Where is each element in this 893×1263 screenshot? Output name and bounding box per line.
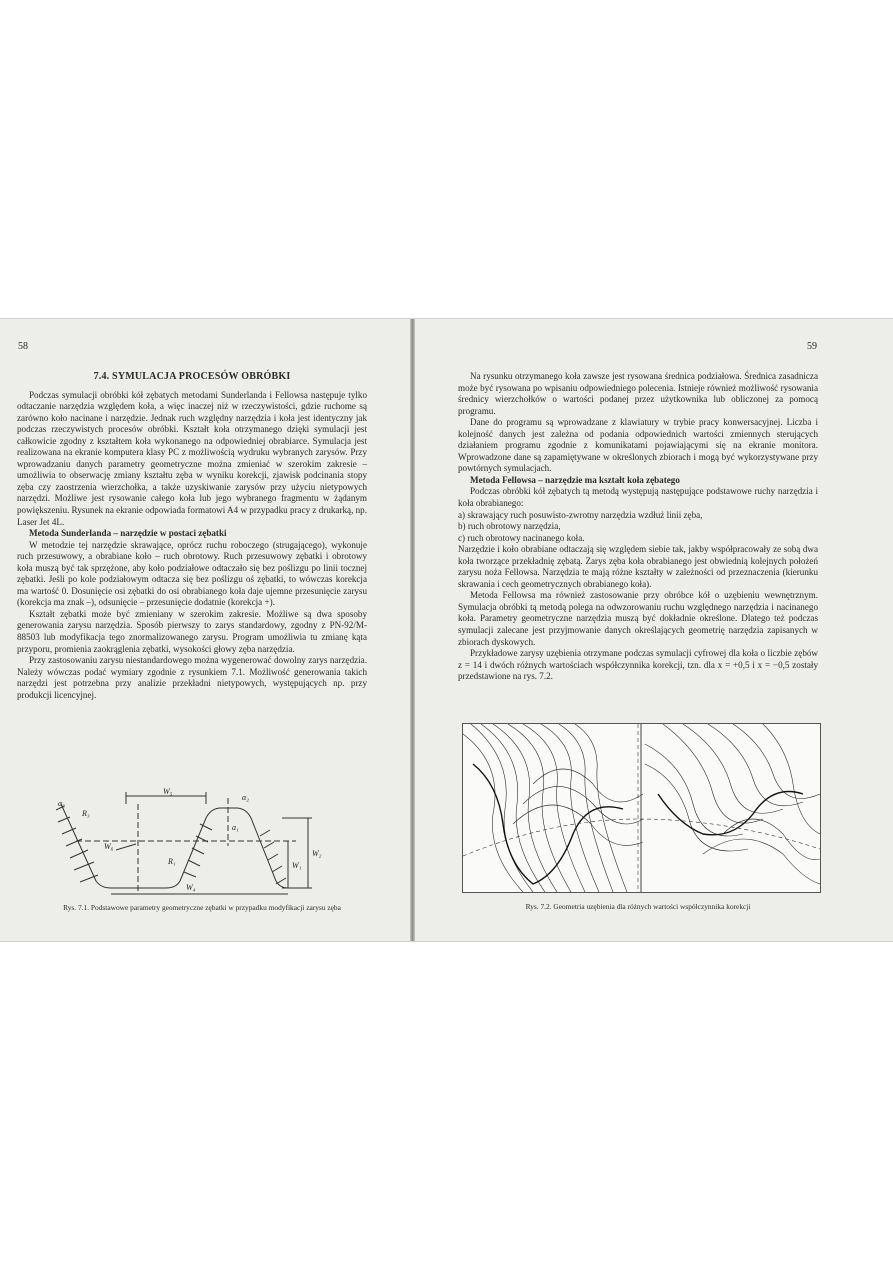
figure-label: α₂ — [242, 793, 249, 802]
figure-label: a₁ — [232, 823, 239, 832]
figure-caption: Rys. 7.1. Podstawowe parametry geometryczne zębatki w przypadku modyfikacji zarysu zęba — [63, 903, 341, 912]
paragraph: Przykładowe zarysy uzębienia otrzymane podczas symulacji cyfrowej dla koła o liczbie zębów z = 14 i dwóch różnych wartościach współczynnika korekcji, tzn. dla x = +0,5 i x = −0,5 zostały przedstawione na rys. 7.2. — [458, 648, 818, 682]
list-item: a) skrawający ruch posuwisto-zwrotny narzędzia wzdłuż linii zęba, — [458, 509, 703, 520]
figure-label: W₂ — [312, 849, 322, 858]
text-column — [458, 371, 818, 683]
subheading: Metoda Sunderlanda – narzędzie w postaci zębatki — [29, 528, 227, 539]
section-title: 7.4. SYMULACJA PROCESÓW OBRÓBKI — [93, 371, 291, 382]
book-spread — [0, 318, 893, 942]
paragraph: Podczas obróbki kół zębatych tą metodą występują następujące podstawowe ruchy narzędzia i koła obrabianego: — [458, 486, 818, 509]
page-number: 58 — [18, 341, 28, 352]
page-number: 59 — [807, 341, 817, 352]
figure-label: α₃ — [58, 799, 65, 808]
paragraph: Narzędzie i koło obrabiane odtaczają się względem siebie tak, jakby współpracowały ze sobą dwa koła tworzące przekładnię zębatą. Zarys zęba koła obrabianego jest obwiednią kolejnych położeń zarysu noża Fellowsa. Narzędzia te mają różne kształty w zależności od przeznaczenia (kierunku skrawania i cech geometrycznych obrabianego koła). — [458, 544, 818, 589]
paragraph: Na rysunku otrzymanego koła zawsze jest rysowana średnica podziałowa. Średnica zasadnicza może być rysowana po wpisaniu odpowiedniego polecenia. Istnieje również możliwość rysowania średnicy wierzchołków o wartości podanej przez użytkownika lub obliczonej za pomocą programu. — [458, 371, 818, 416]
figure-label: W₄ — [186, 883, 196, 892]
rack-tooth-figure — [56, 786, 356, 898]
paragraph: Przy zastosowaniu zarysu niestandardowego można wygenerować dowolny zarys narzędzia. Należy wówczas podać wymiary zgodnie z rysunkiem 7.1. Możliwość generowania takich narzędzi jest potrzebna przy analizie przekładni nietypowych, występujących np. przy produkcji licencyjnej. — [17, 655, 367, 700]
figure-label: W₆ — [104, 842, 114, 851]
figure-caption: Rys. 7.2. Geometria uzębienia dla różnych wartości współczynnika korekcji — [525, 902, 751, 911]
list-item: c) ruch obrotowy nacinanego koła. — [458, 532, 585, 543]
right-page — [415, 319, 893, 941]
left-page — [0, 319, 410, 941]
figure-label: R₁ — [168, 857, 176, 866]
paragraph: Kształt zębatki może być zmieniany w szerokim zakresie. Możliwe są dwa sposoby generowania zarysu narzędzia. Sposób pierwszy to zarys standardowy, zgodny z PN-92/M-88503 lub modyfikacja tego znormalizowanego zarysu. Program umożliwia tu zmianę kąta przyporu, promienia zaokrąglenia zębatki, wysokości głowy zęba narzędzia. — [17, 608, 367, 654]
figure-label: W₅ — [163, 787, 173, 796]
paragraph: Dane do programu są wprowadzane z klawiatury w trybie pracy konwersacyjnej. Liczba i kolejność danych jest zależna od podania odpowiednich wartości zmiennych sterujących działaniem programu zgodnie z komunikatami pojawiającymi się na ekranie monitora. Wprowadzone dane są zapamiętywane w określonych zbiorach i mogą być wykorzystywane przy powtórnych symulacjach. — [458, 417, 818, 474]
list-item: b) ruch obrotowy narzędzia, — [458, 521, 561, 532]
gear-simulation-figure — [462, 723, 821, 893]
paragraph: W metodzie tej narzędzie skrawające, oprócz ruchu roboczego (strugającego), wykonuje ruch przesuwowy, a obrabiane koło – ruch obrotowy. Ruch przesuwowy zębatki i obrotowy koła muszą być tak sprzężone, aby koło podziałowe odtaczało się bez poślizgu po linii tocznej zębatki. Jeśli po kole podziałowym odtacza się bez poślizgu oś zębatki, to wówczas korekcja ma wartość 0. Dosunięcie osi zębatki do osi obrabianego koła daje ujemne przesunięcie zarysu (korekcja ma znak –), odsunięcie – przesunięcie dodatnie (korekcja +). — [17, 539, 367, 608]
motion-list — [458, 510, 818, 545]
paragraph: Metoda Fellowsa ma również zastosowanie przy obróbce kół o uzębieniu wewnętrznym. Symulacja obróbki tą metodą polega na odwzorowaniu ruchu względnego narzędzia i nacinanego koła. Parametry geometryczne narzędzia muszą być dokładnie określone. Dlatego też podczas symulacji zalecane jest przyjmowanie danych określających geometrię narzędzia zapisanych w zbiorach dyskowych. — [458, 590, 818, 647]
paragraph: Podczas symulacji obróbki kół zębatych metodami Sunderlanda i Fellowsa następuje tylko odtaczanie narzędzia względem koła, a więc inaczej niż w rzeczywistości, gdzie ruchome są zarówno koło nacinane i narzędzie. Jednak ruch względny narzędzia i koła jest identyczny jak podczas rzeczywistych procesów obróbki. Kształt koła otrzymanego dzięki symulacji jest całkowicie zgodny z kształtem koła wykonanego na odpowiedniej obrabiarce. Symulacja jest realizowana na ekranie komputera klasy PC z możliwością wydruku wybranych zarysów. Przy wprowadzaniu danych parametry geometryczne można zmieniać w szerokim zakresie – umożliwia to obserwację zmiany kształtu zęba w wyniku korekcji, zjawisk podcinania stopy zęba czy zaostrzenia wierzchołka, a także uzyskiwanie zarysów przy użyciu nietypowych narzędzi. Możliwe jest rysowanie całego koła lub jego wybranego fragmentu w żądanym powiększeniu. Rysunek na ekranie odpowiada formatowi A4 w przypadku pracy z drukarką, np. Laser Jet 4L. — [17, 389, 367, 527]
subheading: Metoda Fellowsa – narzędzie ma kształt koła zębatego — [470, 474, 680, 485]
figure-label: R₃ — [82, 809, 90, 818]
figure-label: W₁ — [292, 861, 302, 870]
text-column — [17, 371, 367, 701]
